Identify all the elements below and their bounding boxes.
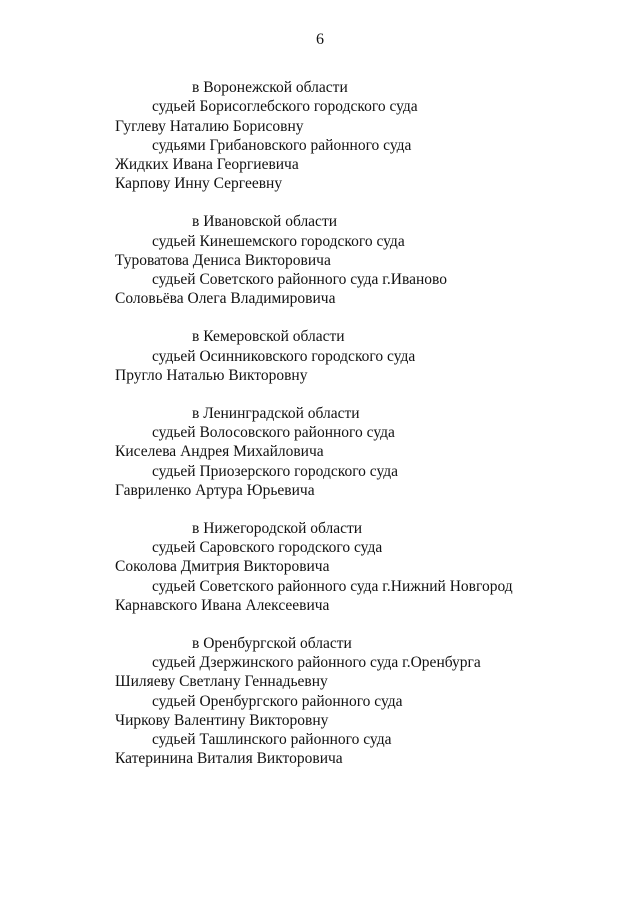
region-heading: в Кемеровской области xyxy=(192,328,345,346)
region-section xyxy=(0,78,640,194)
court-line: судьей Осинниковского городского суда xyxy=(152,347,416,365)
court-line: судьей Советского районного суда г.Нижний Новгород xyxy=(152,577,513,595)
judge-name: Гавриленко Артура Юрьевича xyxy=(115,481,315,499)
court-line: судьей Волосовского районного суда xyxy=(152,423,395,441)
court-line: судьей Саровского городского суда xyxy=(152,538,383,556)
judge-name: Гуглеву Наталию Борисовну xyxy=(115,117,304,135)
judge-name: Киселева Андрея Михайловича xyxy=(115,443,324,461)
judge-name: Жидких Ивана Георгиевича xyxy=(115,156,299,174)
region-section xyxy=(0,519,640,615)
judge-name: Катеринина Виталия Викторовича xyxy=(115,750,343,768)
judge-name: Соловьёва Олега Владимировича xyxy=(115,290,336,308)
judge-name: Соколова Дмитрия Викторовича xyxy=(115,558,330,576)
page-number: 6 xyxy=(316,31,324,48)
court-line: судьей Ташлинского районного суда xyxy=(152,731,392,749)
appointments-list xyxy=(0,78,640,787)
region-section xyxy=(0,634,640,769)
judge-name: Карпову Инну Сергеевну xyxy=(115,175,283,193)
region-section xyxy=(0,212,640,308)
region-heading: в Нижегородской области xyxy=(192,519,363,537)
region-heading: в Воронежской области xyxy=(192,79,348,96)
judge-name: Пругло Наталью Викторовну xyxy=(115,366,308,384)
region-heading: в Ивановской области xyxy=(192,213,338,231)
court-line: судьями Грибановского районного суда xyxy=(152,136,412,154)
region-heading: в Ленинградской области xyxy=(192,404,360,422)
judge-name: Шиляеву Светлану Геннадьевну xyxy=(115,673,328,691)
judge-name: Карнавского Ивана Алексеевича xyxy=(115,596,330,614)
judge-name: Туроватова Дениса Викторовича xyxy=(115,251,331,269)
court-line: судьей Кинешемского городского суда xyxy=(152,232,405,250)
court-line: судьей Борисоглебского городского суда xyxy=(152,98,418,116)
court-line: судьей Приозерского городского суда xyxy=(152,462,399,480)
court-line: судьей Дзержинского районного суда г.Оренбурга xyxy=(152,653,481,671)
region-section xyxy=(0,404,640,500)
region-heading: в Оренбургской области xyxy=(192,634,352,652)
court-line: судьей Советского районного суда г.Иваново xyxy=(152,271,447,289)
region-section xyxy=(0,327,640,385)
judge-name: Чиркову Валентину Викторовну xyxy=(115,711,329,729)
court-line: судьей Оренбургского районного суда xyxy=(152,692,403,710)
